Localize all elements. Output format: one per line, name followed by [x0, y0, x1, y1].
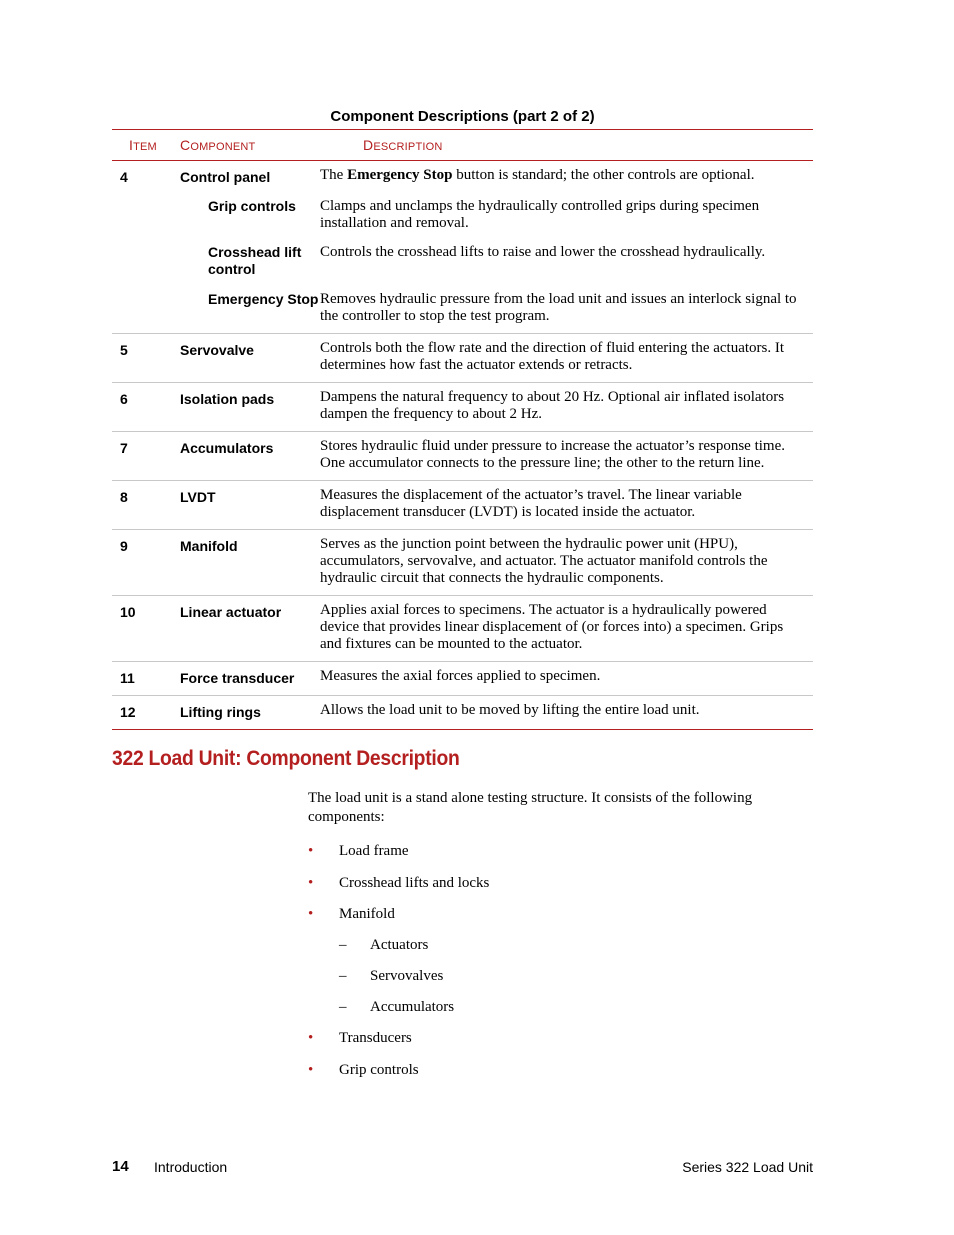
table-row: [112, 383, 813, 432]
component-description: Serves as the junction point between the hydraulic power unit (HPU), accumulators, servovalve, and actuator. The actuator manifold controls the hydraulic circuit that connects the hydraulic components.: [320, 536, 768, 586]
item-number: 8: [112, 481, 180, 530]
component-description: Controls both the flow rate and the direction of fluid entering the actuators. It determines how fast the actuator extends or retracts.: [320, 340, 785, 373]
entry-emergency-stop: [180, 278, 813, 325]
table-row: [112, 696, 813, 730]
component-table: [112, 129, 813, 730]
bullet-icon: •: [308, 1062, 314, 1078]
header-item: ITEM: [112, 130, 180, 161]
bullet-icon: •: [308, 843, 314, 859]
entry-grip-controls: [180, 186, 813, 232]
component-description: Applies axial forces to specimens. The actuator is a hydraulically powered device that provides linear displacement of (or forces into) a specimen. Grips and fixtures can be mounted to the actuator.: [320, 602, 784, 652]
component-name: Crosshead lift control: [208, 244, 302, 277]
component-name: LVDT: [180, 489, 216, 505]
item-number: 5: [112, 334, 180, 383]
table-row: [112, 432, 813, 481]
bullet-icon: •: [308, 875, 314, 891]
table-row: [112, 161, 813, 334]
header-description: DESCRIPTION: [320, 130, 813, 161]
entry-crosshead-lift-control: [180, 232, 813, 278]
component-name: Lifting rings: [180, 704, 261, 720]
footer-section: Introduction: [154, 1159, 228, 1175]
table-row: [112, 662, 813, 696]
header-component: COMPONENT: [180, 130, 320, 161]
component-description: Allows the load unit to be moved by lifting the entire load unit.: [320, 702, 700, 718]
component-description: Clamps and unclamps the hydraulically controlled grips during specimen installation and removal.: [320, 198, 760, 231]
dash-icon: –: [339, 968, 347, 984]
item-number: 9: [112, 530, 180, 596]
item-number: 12: [112, 696, 180, 730]
item-number: 7: [112, 432, 180, 481]
table-row: [112, 596, 813, 662]
component-name: Isolation pads: [180, 391, 275, 407]
table-row: [112, 530, 813, 596]
component-name: Linear actuator: [180, 604, 282, 620]
component-name: Manifold: [180, 538, 238, 554]
item-number: 4: [112, 161, 180, 334]
component-description: Controls the crosshead lifts to raise and lower the crosshead hydraulically.: [320, 244, 766, 260]
table-row: [112, 334, 813, 383]
component-description: Measures the axial forces applied to specimen.: [320, 668, 601, 684]
bullet-icon: •: [308, 906, 314, 922]
component-name: Force transducer: [180, 670, 295, 686]
item-number: 6: [112, 383, 180, 432]
component-description: Dampens the natural frequency to about 20 Hz. Optional air inflated isolators dampen the frequency to about 2 Hz.: [320, 389, 785, 422]
footer-document-title: Series 322 Load Unit: [682, 1159, 813, 1175]
dash-icon: –: [339, 999, 347, 1015]
component-name: Control panel: [180, 169, 271, 185]
item-number: 10: [112, 596, 180, 662]
component-name: Emergency Stop: [208, 291, 319, 307]
table-header-row: [112, 130, 813, 161]
entry-control-panel: [180, 161, 813, 186]
component-name: Servovalve: [180, 342, 254, 358]
bullet-icon: •: [308, 1030, 314, 1046]
component-name: Grip controls: [208, 198, 296, 214]
section-title: 322 Load Unit: Component Description: [112, 747, 460, 770]
table-caption: Component Descriptions (part 2 of 2): [330, 108, 595, 125]
component-name: Accumulators: [180, 440, 274, 456]
component-description: Stores hydraulic fluid under pressure to increase the actuator’s response time. One accumulator connects to the pressure line; the other to the return line.: [320, 438, 785, 471]
item-number: 11: [112, 662, 180, 696]
component-description: Measures the displacement of the actuator’s travel. The linear variable displacement transducer (LVDT) is located inside the actuator.: [320, 487, 742, 520]
table-row: [112, 481, 813, 530]
component-description: The Emergency Stop button is standard; the other controls are optional.: [320, 167, 755, 183]
page-number: 14: [112, 1158, 129, 1175]
dash-icon: –: [339, 937, 347, 953]
section-intro: The load unit is a stand alone testing structure. It consists of the following components:: [308, 790, 753, 825]
component-description: Removes hydraulic pressure from the load unit and issues an interlock signal to the controller to stop the test program.: [320, 291, 797, 324]
